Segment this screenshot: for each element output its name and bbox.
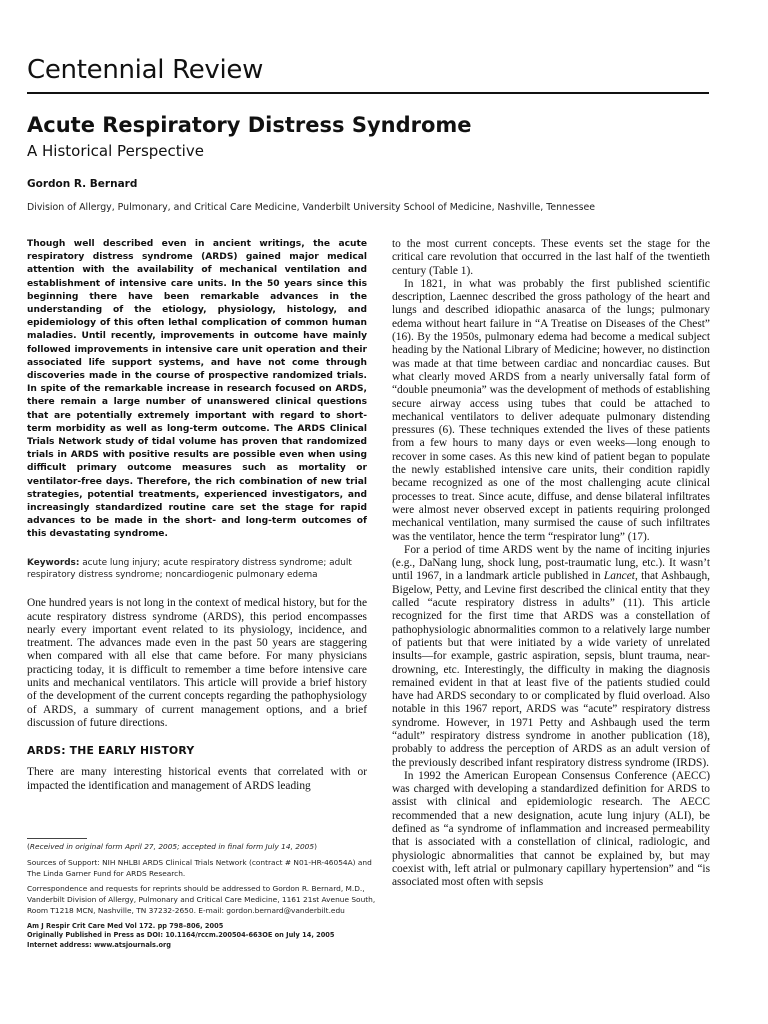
journal-info bbox=[27, 922, 377, 951]
section-rule bbox=[27, 92, 709, 94]
section-intro-paragraph: There are many interesting historical events that correlated with or impacted the identification and management of ARDS leading bbox=[27, 766, 367, 792]
article-title: Acute Respiratory Distress Syndrome bbox=[27, 113, 472, 137]
p3-text-before: For a period of time ARDS went by the name of inciting injuries (e.g., DaNang lung, shock lung, post-traumatic lung, etc.). It wasn’t until 1967, in a landmark article published in bbox=[392, 543, 710, 583]
left-column bbox=[27, 238, 367, 793]
journal-url: Internet address: www.atsjournals.org bbox=[27, 940, 171, 949]
footnotes bbox=[27, 838, 377, 951]
p3-text-after: , that Ashbaugh, Bigelow, Petty, and Levine first described the clinical entity that they called “acute respiratory distress in adults” (11). This article recognized for the first time that ARDS was a constellation of pathophysiologic abnormalities common to a relatively large number of patients but that were initiated by a wide variety of unrelated insults—for example, gastric aspiration, sepsis, blunt trauma, near-drowning, etc. Interestingly, the difficulty in making the diagnosis remained evident in that at least five of the patients studied could have had ARDS secondary to or complicated by fluid overload. Also notable in this 1967 report, ARDS was “acute” respiratory distress syndrome. However, in 1971 Petty and Ashbaugh used the term “adult” respiratory distress syndrome in another publication (18), probably to address the perception of ARDS as an adult version of the previously described infant respiratory distress syndrome (IRDS). bbox=[392, 570, 710, 769]
journal-citation: Am J Respir Crit Care Med Vol 172. pp 798–806, 2005 bbox=[27, 921, 224, 930]
right-paragraph-2: In 1821, in what was probably the first published scientific description, Laennec described the gross pathology of the heart and lungs and described idiopathic anasarca of the lungs; pulmonary edema without heart failure in “A Treatise on Diseases of the Chest” (16). By the 1950s, pulmonary edema had become a medical subject heading by the National Library of Medicine; however, no distinction was made at that time between cardiac and noncardiac causes. But what clearly moved ARDS from a nearly universally fatal form of “double pneumonia” was the development of methods of establishing secure airway access using tubes that could be attached to mechanical ventilators to deliver adequate pulmonary distending pressures (6). These techniques extended the lives of these patients from a few hours to many days or even weeks—long enough to recover in some cases. As this new kind of patient began to populate the newly established intensive care units, their condition rapidly became recognized as one of the most challenging acute clinical processes to treat. Since acute, diffuse, and dense bilateral infiltrates were almost never observed except in patients requiring prolonged mechanical ventilation, many surmised the cause of such infiltrates was the ventilator, hence the term “respirator lung” (17). bbox=[392, 277, 710, 543]
section-heading: ARDS: THE EARLY HISTORY bbox=[27, 744, 195, 758]
footnote-rule bbox=[27, 838, 87, 839]
keywords bbox=[27, 557, 367, 583]
received-close-paren: ) bbox=[314, 842, 317, 851]
right-paragraph-1: to the most current concepts. These events set the stage for the critical care revolution that occurred in the last half of the twentieth century (Table 1). bbox=[392, 238, 710, 277]
right-paragraph-3 bbox=[392, 544, 710, 770]
author-name: Gordon R. Bernard bbox=[27, 178, 138, 190]
correspondence-note: Correspondence and requests for reprints should be addressed to Gordon R. Bernard, M.D., Vanderbilt Division of Allergy, Pulmonary and Critical Care Medicine, 1161 21st Avenue South, Room T1218 MCN, Nashville, TN 37232-2650. E-mail: gordon.bernard@vanderbilt.edu bbox=[27, 884, 376, 915]
section-label: Centennial Review bbox=[27, 55, 264, 85]
received-note bbox=[27, 842, 377, 853]
keywords-label: Keywords: bbox=[27, 557, 80, 568]
journal-doi: Originally Published in Press as DOI: 10.1164/rccm.200504-663OE on July 14, 2005 bbox=[27, 931, 335, 940]
intro-paragraph: One hundred years is not long in the context of medical history, but for the acute respiratory distress syndrome (ARDS), this period encompasses nearly every important event related to its physiology, incidence, and treatment. The advances made even in the past 50 years are staggering when compared with all else that came before. For many physicians practicing today, it is difficult to remember a time before intensive care units and mechanical ventilators. This article will provide a brief history of the development of the current concepts regarding the pathophysiology of ARDS, a summary of current management options, and a brief discussion of future directions. bbox=[27, 597, 367, 729]
author-affiliation: Division of Allergy, Pulmonary, and Critical Care Medicine, Vanderbilt University School of Medicine, Nashville, Tennessee bbox=[27, 202, 596, 213]
article-subtitle: A Historical Perspective bbox=[27, 142, 204, 160]
abstract: Though well described even in ancient writings, the acute respiratory distress syndrome (ARDS) gained major medical attention with the availability of mechanical ventilation and establishment of intensive care units. In the 50 years since this beginning there have been remarkable advances in the understanding of the etiology, physiology, histology, and epidemiology of this often lethal complication of common human maladies. Until recently, improvements in outcome have mainly followed improvements in intensive care unit operation and their associated life support systems, and have not come through discoveries made in the course of prospective randomized trials. In spite of the remarkable increase in research focused on ARDS, there remain a large number of unanswered clinical questions that are potentially extremely important with regard to short-term morbidity as well as long-term outcome. The ARDS Clinical Trials Network study of tidal volume has proven that randomized trials in ARDS with positive results are possible even when using difficult primary outcome measures such as mortality or ventilator-free days. Therefore, the rich combination of new trial strategies, potential treatments, experienced investigators, and increasingly standardized routine care set the stage for rapid advances to be made in the short- and long-term outcomes of this devastating syndrome. bbox=[27, 239, 367, 540]
keywords-text: acute lung injury; acute respiratory distress syndrome; adult respiratory distress syndrome; noncardiogenic pulmonary edema bbox=[27, 557, 352, 581]
support-note: Sources of Support: NIH NHLBI ARDS Clinical Trials Network (contract # N01-HR-46054A) and The Linda Garner Fund for ARDS Research. bbox=[27, 857, 372, 878]
received-dates: Received in original form April 27, 2005; accepted in final form July 14, 2005 bbox=[29, 842, 315, 851]
received-open-paren: ( bbox=[27, 842, 30, 851]
lancet-journal-name: Lancet bbox=[603, 570, 635, 583]
right-paragraph-4: In 1992 the American European Consensus Conference (AECC) was charged with developing a standardized definition for ARDS to assist with clinical and epidemiologic research. The AECC recommended that a new designation, acute lung injury (ALI), be defined as “a syndrome of inflammation and increased permeability that is associated with a constellation of clinical, radiologic, and physiologic abnormalities that cannot be explained by, but may coexist with, left atrial or pulmonary capillary hypertension” and “is associated most often with sepsis bbox=[392, 769, 710, 889]
right-column bbox=[392, 238, 710, 890]
